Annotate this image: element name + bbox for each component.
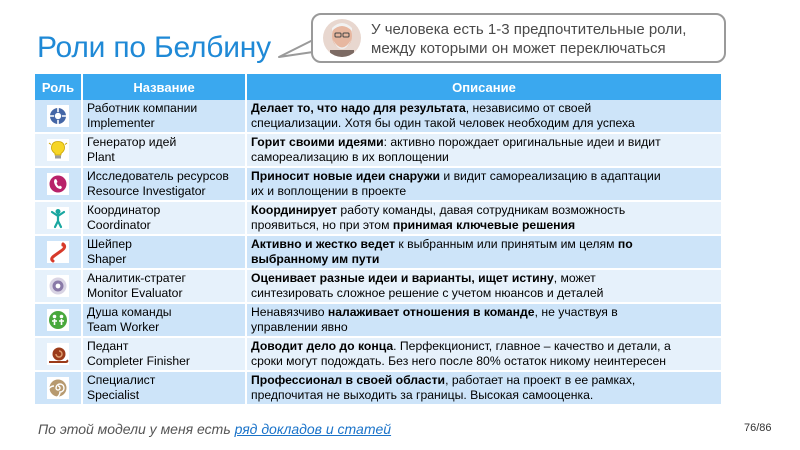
- role-name-en: Coordinator: [87, 218, 151, 232]
- description-line-1: [251, 305, 717, 320]
- role-name-cell: [82, 269, 246, 303]
- table-row: [35, 269, 721, 303]
- callout-bubble: [311, 13, 726, 63]
- description-line-1: [251, 101, 717, 116]
- role-name-cell: [82, 371, 246, 405]
- table-row: [35, 133, 721, 167]
- role-icon-cell: [35, 235, 82, 269]
- role-icon-cell: [35, 337, 82, 371]
- role-description-cell: [246, 100, 721, 133]
- table-row: [35, 235, 721, 269]
- talks-articles-link[interactable]: ряд докладов и статей: [234, 421, 392, 437]
- description-segment: сроки могут подождать. Без него после 80% остаток никому неинтересен: [251, 354, 667, 368]
- description-segment: по: [617, 237, 633, 251]
- role-name-ru: Душа команды: [87, 305, 172, 319]
- page-number: 76/86: [744, 422, 772, 434]
- lightbulb-icon: [47, 139, 69, 161]
- role-name-ru: Исследователь ресурсов: [87, 169, 229, 183]
- description-segment: самореализацию в их воплощении: [251, 150, 449, 164]
- role-name-en: Implementer: [87, 116, 155, 130]
- description-segment: Горит своими идеями: [251, 135, 384, 149]
- role-name-ru: Шейпер: [87, 237, 132, 251]
- role-description-cell: [246, 371, 721, 405]
- role-description-cell: [246, 167, 721, 201]
- description-segment: , не участвуя в: [534, 305, 618, 319]
- callout-line-2: между которыми он может переключаться: [371, 40, 666, 57]
- description-segment: налаживает отношения в команде: [327, 305, 535, 319]
- role-icon-cell: [35, 371, 82, 405]
- role-name-ru: Работник компании: [87, 101, 198, 115]
- table-row: [35, 100, 721, 133]
- description-line-2: [251, 218, 717, 233]
- role-name-en: Team Worker: [87, 320, 160, 334]
- description-segment: , независимо от своей: [465, 101, 592, 115]
- role-name-cell: [82, 337, 246, 371]
- description-segment: : активно порождает оригинальные идеи и видит: [383, 135, 661, 149]
- description-segment: , работает на проект в ее рамках,: [445, 373, 636, 387]
- role-icon-cell: [35, 201, 82, 235]
- description-segment: их и воплощении в проекте: [251, 184, 407, 198]
- role-name-ru: Педант: [87, 339, 129, 353]
- description-line-1: [251, 373, 717, 388]
- footer-note: [38, 421, 391, 437]
- conductor-icon: [47, 207, 69, 229]
- description-line-2: [251, 354, 717, 369]
- avatar: [323, 19, 361, 57]
- role-name-ru: Координатор: [87, 203, 161, 217]
- role-name-en: Resource Investigator: [87, 184, 206, 198]
- role-name-en: Monitor Evaluator: [87, 286, 183, 300]
- role-name-cell: [82, 167, 246, 201]
- description-segment: , может: [553, 271, 596, 285]
- role-name-cell: [82, 201, 246, 235]
- description-line-1: [251, 271, 717, 286]
- description-segment: Активно и жестко ведет: [251, 237, 395, 251]
- role-icon-cell: [35, 100, 82, 133]
- role-name-en: Plant: [87, 150, 115, 164]
- description-segment: к выбранным или принятым им целям: [394, 237, 618, 251]
- table-row: [35, 371, 721, 405]
- header-description: Описание: [246, 74, 721, 100]
- role-name-ru: Специалист: [87, 373, 156, 387]
- role-name-cell: [82, 133, 246, 167]
- belbin-roles-table: [35, 74, 721, 406]
- description-segment: проявиться, но при этом: [251, 218, 393, 232]
- team-people-icon: [47, 309, 69, 331]
- description-line-1: [251, 169, 717, 184]
- role-name-cell: [82, 100, 246, 133]
- shaper-icon: [47, 241, 69, 263]
- description-segment: выбранному им пути: [251, 252, 380, 266]
- description-segment: управлении явно: [251, 320, 348, 334]
- target-eye-icon: [47, 275, 69, 297]
- telephone-icon: [47, 173, 69, 195]
- role-description-cell: [246, 201, 721, 235]
- description-line-2: [251, 320, 717, 335]
- description-line-2: [251, 388, 717, 403]
- description-segment: Оценивает разные идеи и варианты, ищет истину: [251, 271, 554, 285]
- role-icon-cell: [35, 303, 82, 337]
- description-line-2: [251, 252, 717, 267]
- header-role: Роль: [35, 74, 82, 100]
- description-segment: Приносит новые идеи снаружи: [251, 169, 440, 183]
- table-row: [35, 201, 721, 235]
- description-segment: специализации. Хотя бы один такой человек необходим для успеха: [251, 116, 635, 130]
- description-segment: работу команды, давая сотрудникам возможность: [337, 203, 626, 217]
- table-header-row: [35, 74, 721, 100]
- role-description-cell: [246, 235, 721, 269]
- footer-prefix: По этой модели у меня есть: [38, 421, 235, 437]
- description-line-1: [251, 203, 717, 218]
- role-name-ru: Аналитик-стратег: [87, 271, 186, 285]
- role-description-cell: [246, 133, 721, 167]
- description-line-1: [251, 339, 717, 354]
- role-icon-cell: [35, 133, 82, 167]
- description-segment: Доводит дело до конца: [251, 339, 394, 353]
- table-row: [35, 337, 721, 371]
- role-name-en: Completer Finisher: [87, 354, 190, 368]
- description-segment: Координирует: [251, 203, 338, 217]
- table-row: [35, 167, 721, 201]
- role-name-en: Specialist: [87, 388, 140, 402]
- callout-text: [371, 20, 686, 58]
- description-line-1: [251, 135, 717, 150]
- spiral-shell-icon: [47, 377, 69, 399]
- description-segment: Профессионал в своей области: [251, 373, 446, 387]
- table-row: [35, 303, 721, 337]
- description-segment: предпочитая не выходить за границы. Высокая самооценка.: [251, 388, 594, 402]
- role-name-cell: [82, 235, 246, 269]
- role-name-en: Shaper: [87, 252, 127, 266]
- description-line-2: [251, 116, 717, 131]
- role-name-cell: [82, 303, 246, 337]
- description-segment: синтезировать сложное решение с учетом нюансов и деталей: [251, 286, 604, 300]
- slide-title: Роли по Белбину: [37, 31, 271, 64]
- role-name-ru: Генератор идей: [87, 135, 177, 149]
- role-description-cell: [246, 269, 721, 303]
- callout-line-1: У человека есть 1-3 предпочтительные роли,: [371, 21, 687, 38]
- description-line-2: [251, 150, 717, 165]
- snail-icon: [47, 343, 69, 365]
- role-icon-cell: [35, 167, 82, 201]
- description-segment: Делает то, что надо для результата: [251, 101, 466, 115]
- role-description-cell: [246, 337, 721, 371]
- description-segment: и видит самореализацию в адаптации: [439, 169, 661, 183]
- gears-icon: [47, 105, 69, 127]
- description-segment: Ненавязчиво: [251, 305, 328, 319]
- description-line-1: [251, 237, 717, 252]
- role-description-cell: [246, 303, 721, 337]
- description-line-2: [251, 286, 717, 301]
- description-segment: . Перфекционист, главное – качество и детали, а: [393, 339, 671, 353]
- description-line-2: [251, 184, 717, 199]
- description-segment: принимая ключевые решения: [392, 218, 576, 232]
- role-icon-cell: [35, 269, 82, 303]
- header-name: Название: [82, 74, 246, 100]
